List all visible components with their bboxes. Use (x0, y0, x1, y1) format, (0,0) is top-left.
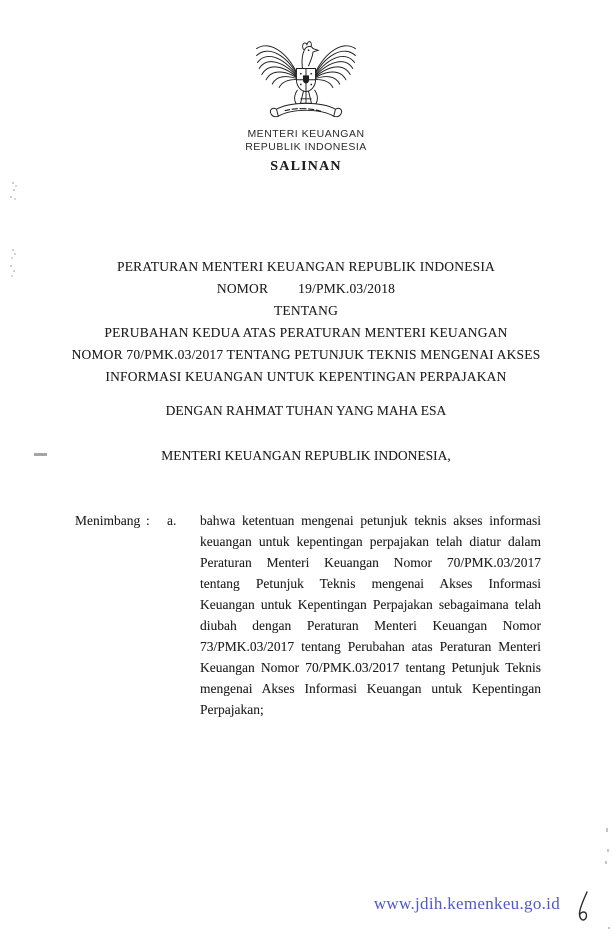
subject-line-3: INFORMASI KEUANGAN UNTUK KEPENTINGAN PERPAJAKAN (105, 369, 507, 384)
menimbang-colon: : (146, 513, 150, 528)
title-line-1: PERATURAN MENTERI KEUANGAN REPUBLIK INDONESIA (117, 259, 495, 274)
nomor-value: 19/PMK.03/2018 (298, 281, 396, 296)
considerations-section (75, 510, 541, 720)
scan-artifact (12, 249, 14, 251)
ministry-name: MENTERI KEUANGAN (247, 128, 365, 140)
item-text-a: bahwa ketentuan mengenai petunjuk teknis akses informasi keuangan untuk kepentingan perpajakan telah diatur dalam Peraturan Menteri Keuangan Nomor 70/PMK.03/2017 tentang Petunjuk Teknis mengenai Akses Informasi Keuangan untuk Kepentingan Perpajakan sebagaimana telah diubah dengan Peraturan Menteri Keuangan Nomor 73/PMK.03/2017 tentang Perubahan atas Peraturan Menteri Keuangan Nomor 70/PMK.03/2017 tentang Petunjuk Teknis mengenai Akses Informasi Keuangan untuk Kepentingan Perpajakan; (200, 513, 541, 717)
scan-artifact (34, 453, 47, 456)
tentang-label: TENTANG (273, 303, 339, 318)
scan-artifact (608, 927, 610, 929)
nomor-label: NOMOR (216, 281, 269, 296)
copy-stamp: SALINAN (270, 159, 342, 174)
regulation-title (0, 256, 612, 388)
scan-artifact (12, 182, 14, 184)
handwritten-mark (575, 891, 593, 925)
invocation-line: DENGAN RAHMAT TUHAN YANG MAHA ESA (165, 403, 447, 418)
menimbang-label: Menimbang (75, 513, 141, 528)
scan-artifact (605, 861, 607, 864)
subject-line-2: NOMOR 70/PMK.03/2017 TENTANG PETUNJUK TEKNIS MENGENAI AKSES (71, 347, 541, 362)
subject-line-1: PERUBAHAN KEDUA ATAS PERATURAN MENTERI KEUANGAN (104, 325, 508, 340)
nomor-line (0, 278, 612, 300)
scan-artifact (607, 849, 609, 852)
item-marker-a: a. (167, 513, 177, 528)
jdih-website-watermark: www.jdih.kemenkeu.go.id (373, 894, 560, 913)
scan-artifact (10, 265, 12, 267)
ministry-country: REPUBLIK INDONESIA (245, 140, 367, 153)
letterhead (0, 38, 612, 175)
scan-artifact (606, 828, 608, 832)
garuda-pancasila-emblem (254, 38, 358, 125)
scan-artifact (10, 196, 12, 198)
authority-line: MENTERI KEUANGAN REPUBLIK INDONESIA, (161, 448, 451, 463)
